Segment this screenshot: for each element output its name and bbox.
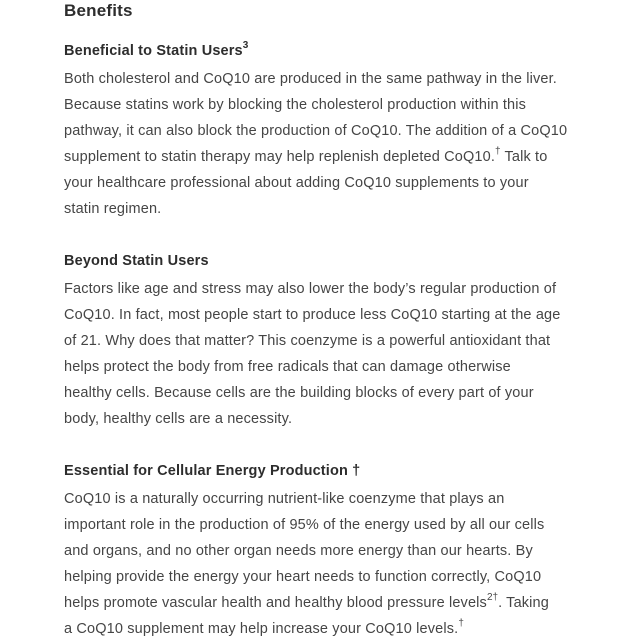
page-title: Benefits <box>64 1 133 20</box>
footnote-marker: 3 <box>242 40 249 52</box>
section-heading: Beneficial to Statin Users$^3$ <box>64 40 249 59</box>
section-paragraph: CoQ10 is a naturally occurring nutrient-like coenzyme that plays an important role in the production of 95% of the energy used by all our cells and organs, and no other organ needs more energy than our hearts. By helping provide the energy your heart needs to function correctly, CoQ10 helps promote vascular health and healthy blood pressure levels$^{2\dagger}$. Taking a CoQ10 supplement may help increase your CoQ10 levels.† <box>64 491 549 637</box>
benefits-sections <box>64 40 573 642</box>
section-heading: Essential for Cellular Energy Production † <box>64 463 361 479</box>
footnote-marker: 2† <box>486 592 499 604</box>
section-heading: Beyond Statin Users <box>64 253 209 269</box>
benefit-section <box>64 253 573 432</box>
section-paragraph: Factors like age and stress may also lower the body’s regular production of CoQ10. In fact, most people start to produce less CoQ10 starting at the age of 21. Why does that matter? This coenzyme is a powerful antioxidant that helps protect the body from free radicals that can damage otherwise healthy cells. Because cells are the building blocks of every part of your body, healthy cells are a necessity. <box>64 281 561 427</box>
footnote-marker: † <box>495 146 501 158</box>
footnote-marker: † <box>458 618 464 630</box>
benefit-section <box>64 463 573 642</box>
benefit-section <box>64 40 573 222</box>
section-paragraph: Both cholesterol and CoQ10 are produced in the same pathway in the liver. Because statins work by blocking the cholesterol production within this pathway, it can also block the production of CoQ10. The addition of a CoQ10 supplement to statin therapy may help replenish depleted CoQ10.† Talk to your healthcare professional about adding CoQ10 supplements to your statin regimen. <box>64 71 568 217</box>
